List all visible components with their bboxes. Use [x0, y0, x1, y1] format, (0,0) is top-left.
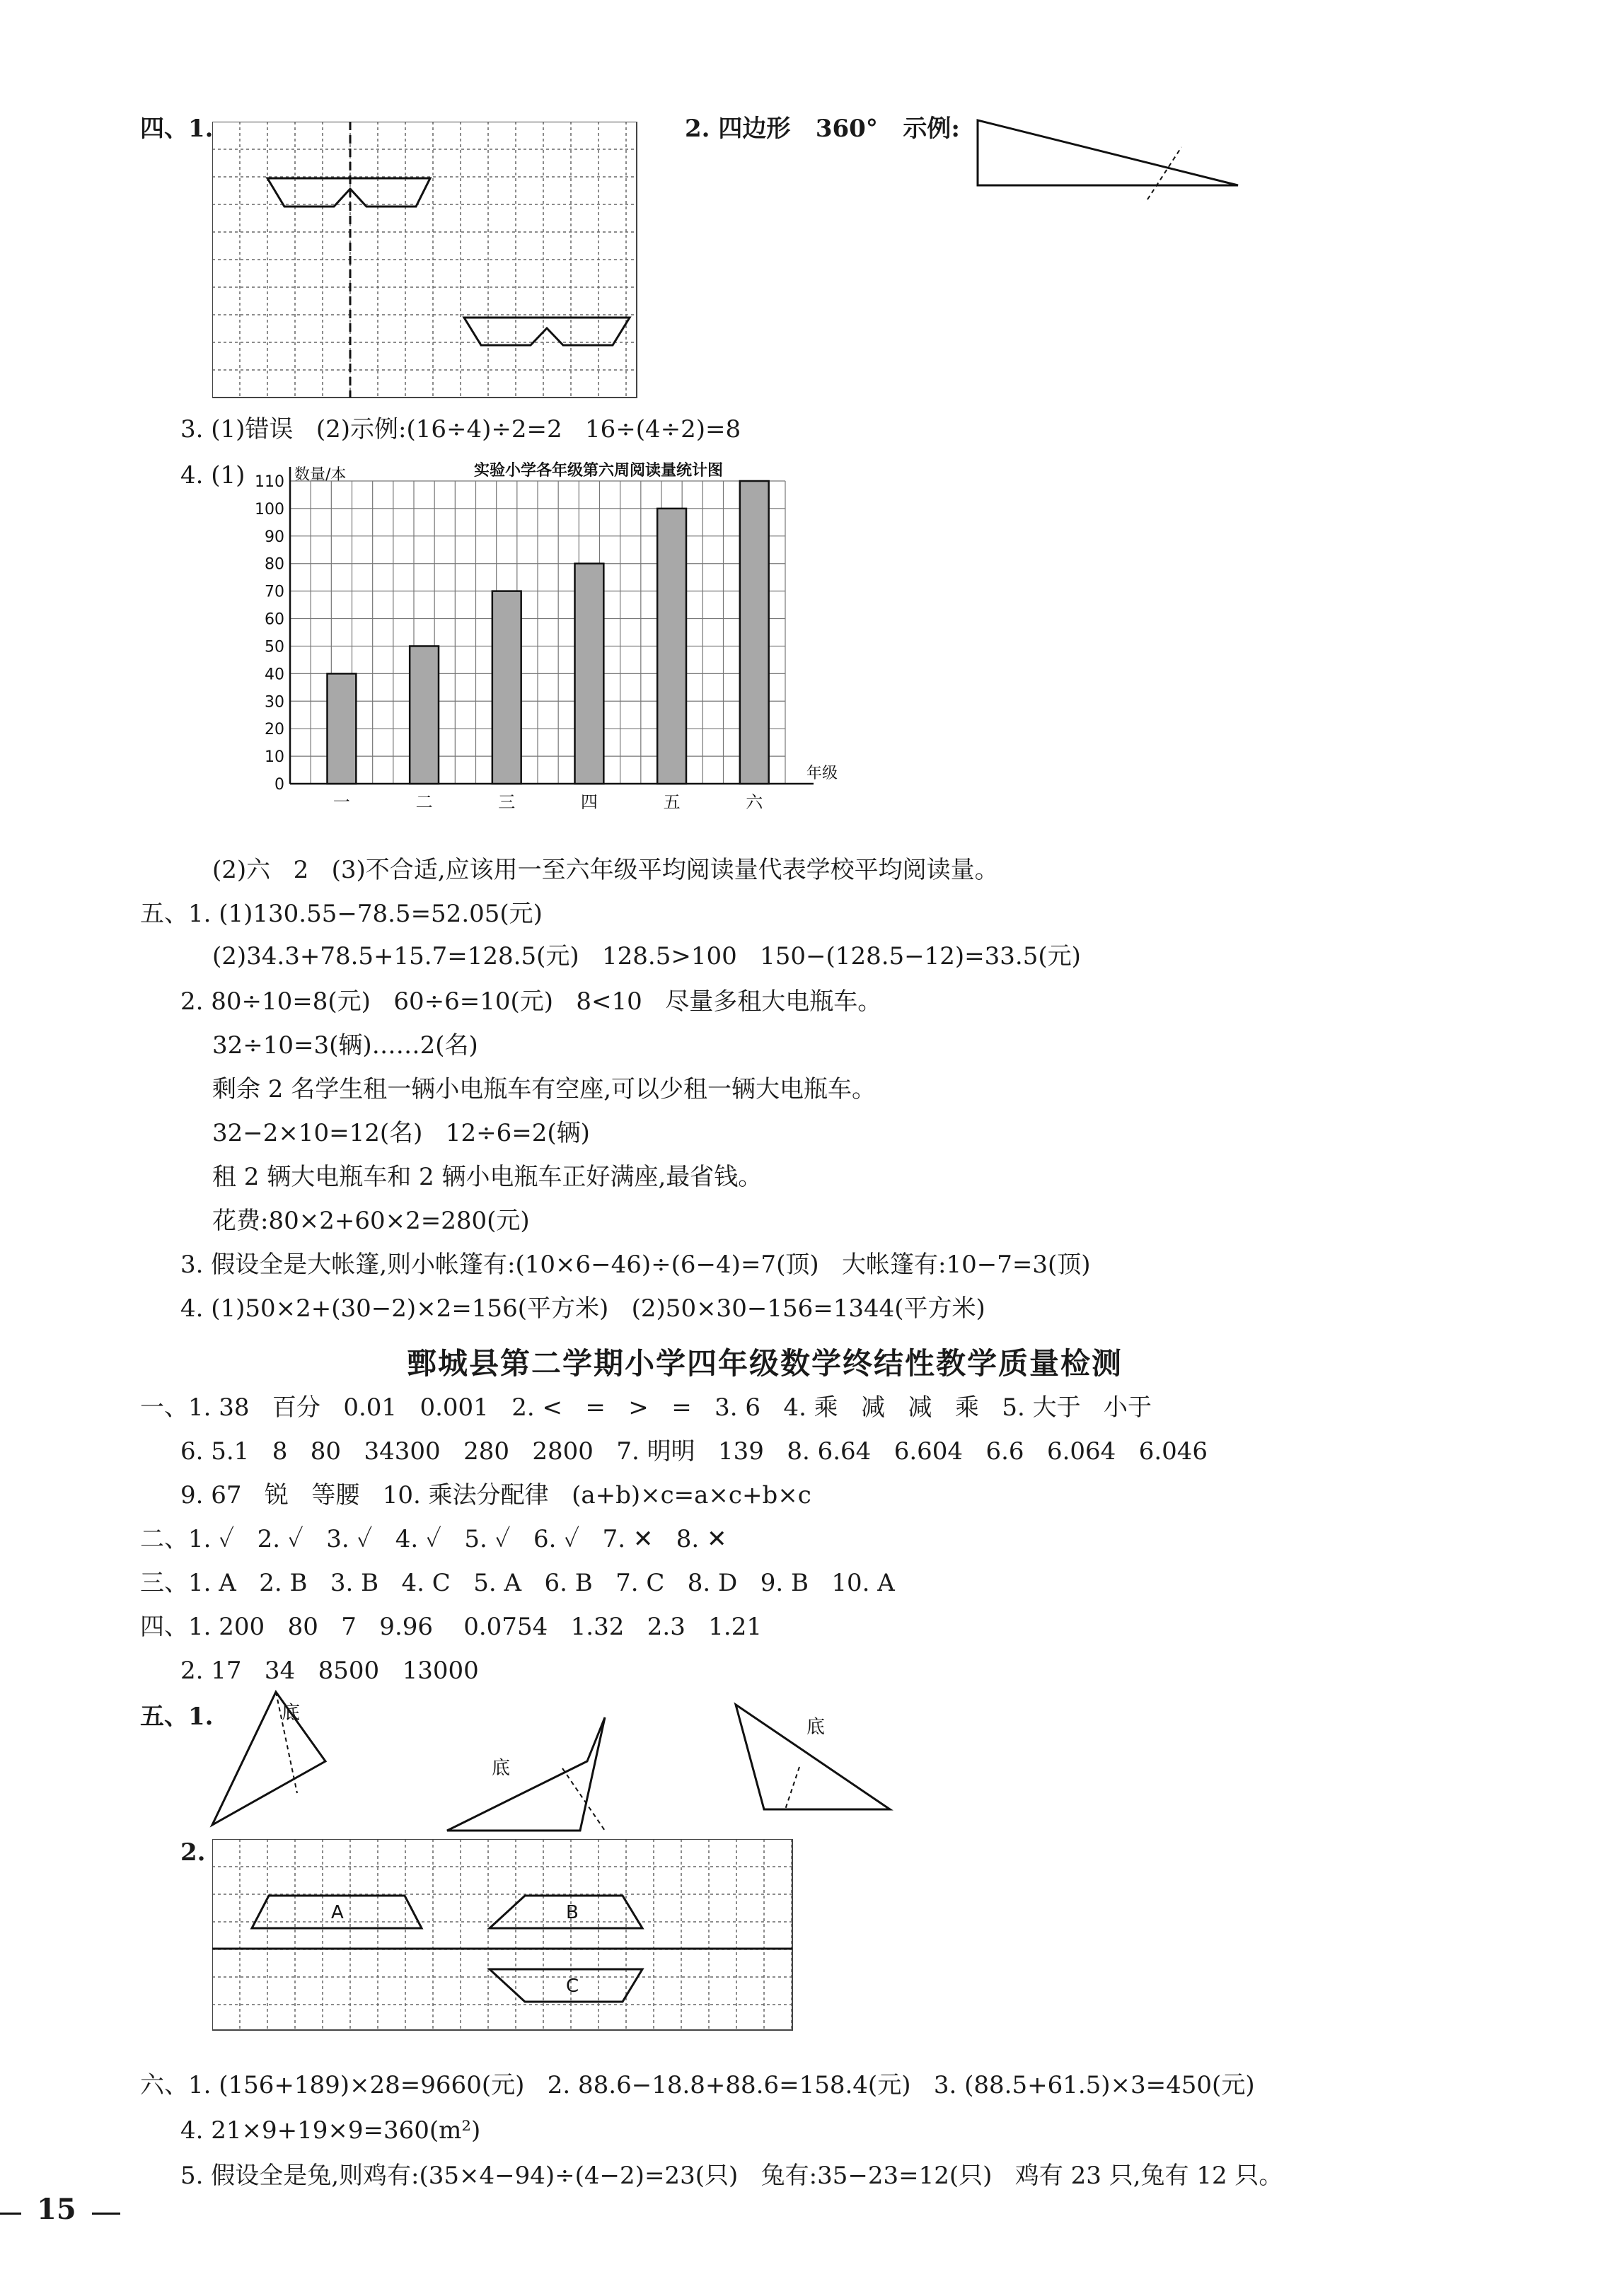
grid-figure-symmetry — [212, 122, 651, 400]
s5-line-9: 4. (1)50×2+(30−2)×2=156(平方米) (2)50×30−156=1344(平方米) — [180, 1294, 985, 1323]
x-tick-三: 三 — [498, 792, 516, 812]
s4-q1-label: 四、1. — [140, 115, 214, 143]
bar-四 — [575, 564, 604, 784]
exam-title: 鄄城县第二学期小学四年级数学终结性教学质量检测 — [407, 1346, 1123, 1381]
exam-line-8: 2. — [180, 1838, 206, 1867]
s5-line-6: 租 2 辆大电瓶车和 2 辆小电瓶车正好满座,最省钱。 — [212, 1163, 763, 1191]
x-tick-五: 五 — [663, 792, 681, 812]
bar-五 — [657, 509, 686, 784]
s6-line-0: 六、1. (156+189)×28=9660(元) 2. 88.6−18.8+88.6=158.4(元) 3. (88.5+61.5)×3=450(元) — [140, 2071, 1255, 2099]
s5-line-1: (2)34.3+78.5+15.7=128.5(元) 128.5>100 150−(128.5−12)=33.5(元) — [212, 942, 1081, 970]
exam-line-3: 二、1. ✓ 2. ✓ 3. ✓ 4. ✓ 5. ✓ 6. ✓ 7. ✕ 8. ✕ — [140, 1525, 727, 1553]
y-tick-110: 110 — [255, 473, 284, 491]
bar-三 — [492, 591, 521, 784]
y-tick-60: 60 — [265, 610, 284, 629]
exam-line-6: 2. 17 34 8500 13000 — [180, 1657, 479, 1685]
grid-figure-trapezoids — [212, 1839, 799, 2037]
label-C: C — [566, 1976, 579, 1997]
s5-line-7: 花费:80×2+60×2=280(元) — [212, 1207, 530, 1235]
y-tick-80: 80 — [265, 555, 284, 574]
y-tick-0: 0 — [274, 776, 284, 794]
y-tick-10: 10 — [265, 748, 284, 767]
exam-line-1: 6. 5.1 8 80 34300 280 2800 7. 明明 139 8. 6.64 6.604 6.6 6.064 6.046 — [180, 1437, 1208, 1466]
base-label-2: 底 — [492, 1758, 511, 1779]
trapezoid-pair-bottom — [464, 318, 630, 345]
bar-六 — [740, 481, 769, 784]
y-tick-40: 40 — [265, 666, 284, 684]
exam-line-5: 四、1. 200 80 7 9.96 0.0754 1.32 2.3 1.21 — [140, 1613, 762, 1641]
y-tick-90: 90 — [265, 528, 284, 546]
page-number-text: 15 — [37, 2193, 76, 2226]
triangles-heights — [205, 1683, 920, 1853]
s6-line-2: 5. 假设全是兔,则鸡有:(35×4−94)÷(4−2)=23(只) 兔有:35−23=12(只) 鸡有 23 只,兔有 12 只。 — [180, 2162, 1283, 2190]
base-label-3: 底 — [806, 1717, 826, 1738]
bar-二 — [410, 646, 439, 784]
x-tick-一: 一 — [332, 792, 350, 812]
x-axis-label: 年级 — [806, 765, 838, 782]
s4-q4: 4. (1) — [180, 461, 245, 489]
s5-line-5: 32−2×10=12(名) 12÷6=2(辆) — [212, 1119, 590, 1147]
exam-line-2: 9. 67 锐 等腰 10. 乘法分配律 (a+b)×c=a×c+b×c — [180, 1481, 811, 1509]
s4-q2 — [685, 113, 960, 144]
y-axis-label: 数量/本 — [294, 466, 347, 484]
s5-line-4: 剩余 2 名学生租一辆小电瓶车有空座,可以少租一辆大电瓶车。 — [212, 1075, 877, 1103]
exam-line-4: 三、1. A 2. B 3. B 4. C 5. A 6. B 7. C 8. D 9. B 10. A — [140, 1569, 895, 1597]
triangle-example — [969, 113, 1252, 205]
s4-q4b: (2)六 2 (3)不合适,应该用一至六年级平均阅读量代表学校平均阅读量。 — [212, 856, 999, 884]
s5-line-2: 2. 80÷10=8(元) 60÷6=10(元) 8<10 尽量多租大电瓶车。 — [180, 987, 882, 1016]
bar-一 — [328, 673, 357, 784]
y-tick-20: 20 — [265, 721, 284, 739]
chart-title: 实验小学各年级第六周阅读量统计图 — [474, 462, 724, 480]
exam-line-0: 一、1. 38 百分 0.01 0.001 2. < = > = 3. 6 4. 乘 减 减 乘 5. 大于 小于 — [140, 1393, 1152, 1422]
page-number — [0, 2193, 141, 2235]
s4-q3: 3. (1)错误 (2)示例:(16÷4)÷2=2 16÷(4÷2)=8 — [180, 415, 741, 443]
x-tick-六: 六 — [746, 792, 763, 812]
s4-q2-text: 2. 四边形 360° 示例: — [685, 115, 960, 143]
y-tick-70: 70 — [265, 583, 284, 601]
s5-line-0: 五、1. (1)130.55−78.5=52.05(元) — [140, 900, 543, 928]
label-A: A — [331, 1902, 344, 1923]
y-tick-100: 100 — [255, 500, 284, 518]
s5-line-8: 3. 假设全是大帐篷,则小帐篷有:(10×6−46)÷(6−4)=7(顶) 大帐篷有:10−7=3(顶) — [180, 1251, 1091, 1279]
s5-line-3: 32÷10=3(辆)……2(名) — [212, 1031, 478, 1060]
base-label-1: 底 — [282, 1703, 301, 1724]
reading-bar-chart — [233, 460, 906, 828]
x-tick-二: 二 — [415, 792, 433, 812]
x-tick-四: 四 — [580, 792, 598, 812]
y-tick-50: 50 — [265, 638, 284, 656]
label-B: B — [566, 1902, 579, 1923]
y-tick-30: 30 — [265, 693, 284, 712]
exam-line-7: 五、1. — [140, 1703, 214, 1731]
s6-line-1: 4. 21×9+19×9=360(m²) — [180, 2116, 481, 2145]
